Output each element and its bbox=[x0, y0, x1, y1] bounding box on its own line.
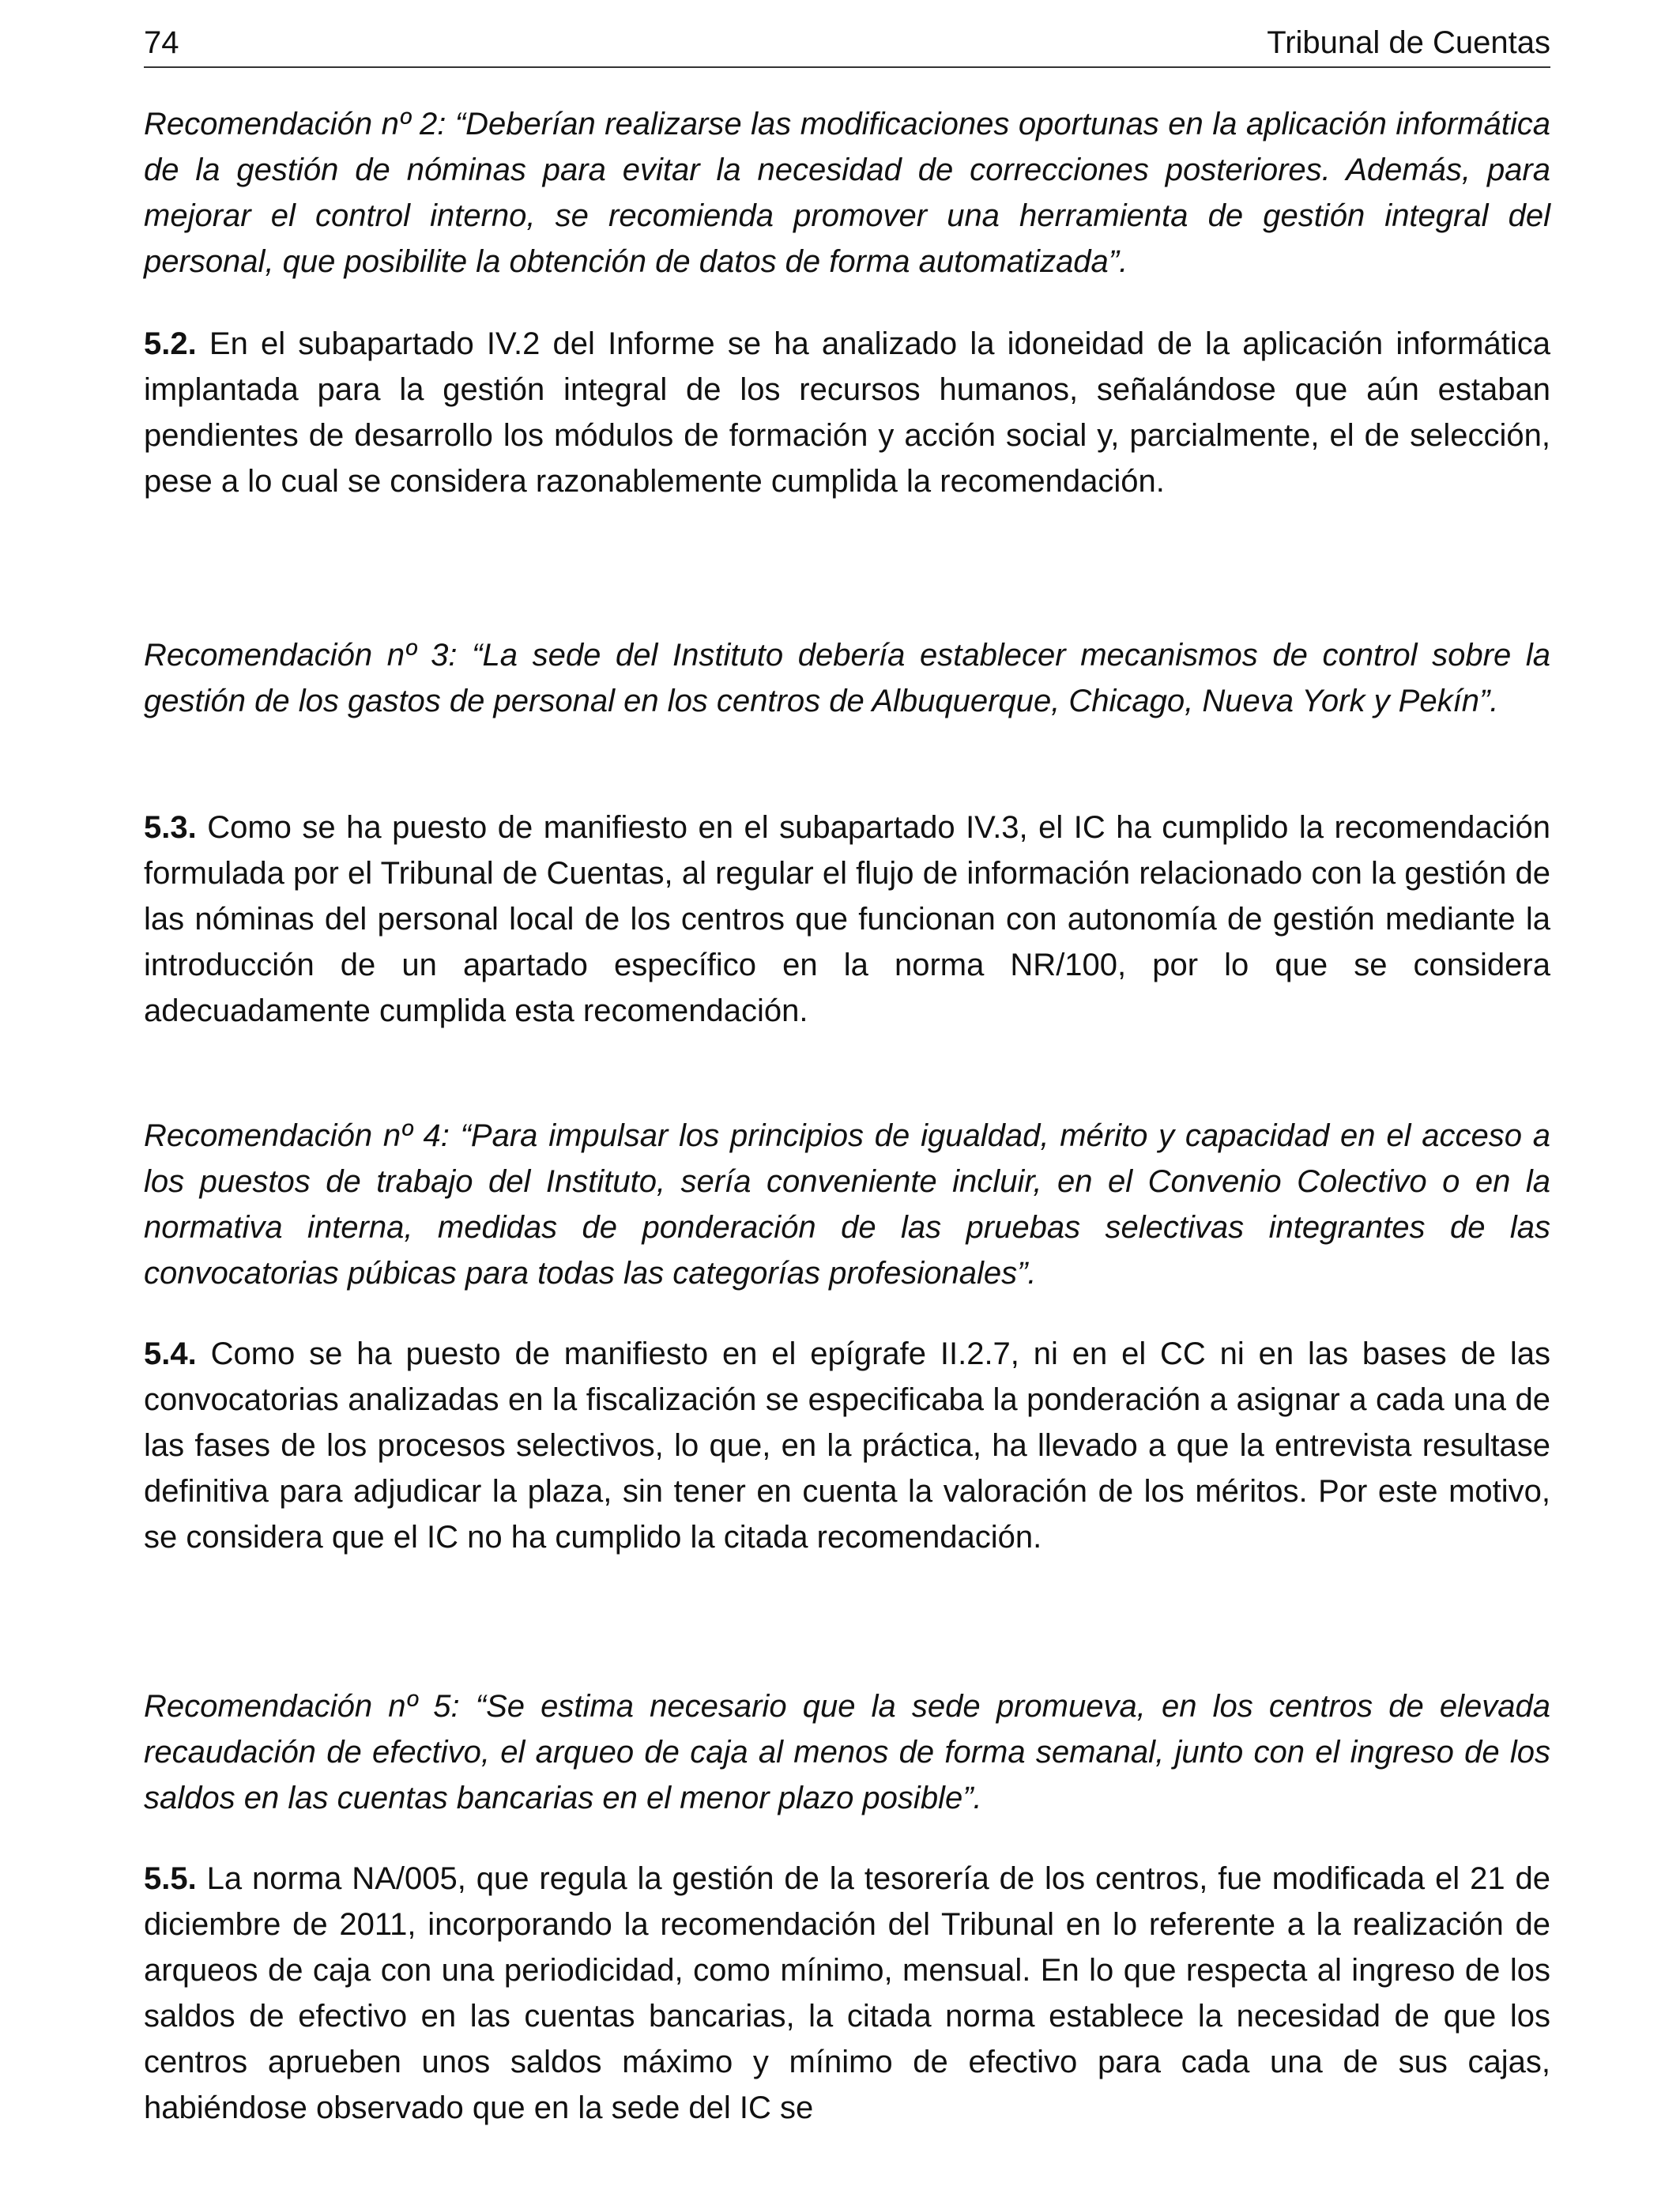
paragraph-text: Como se ha puesto de manifiesto en el subapartado IV.3, el IC ha cumplido la recomendación formulada por el Tribunal de Cuentas, al regular el flujo de información relacionado con la gestión de las nóminas del personal local de los centros que funcionan con autonomía de gestión mediante la introducción de un apartado específico en la norma NR/100, por lo que se considera adecuadamente cumplida esta recomendación. bbox=[144, 810, 1550, 1028]
paragraph-number: 5.5. bbox=[144, 1861, 197, 1896]
page-header bbox=[144, 22, 1550, 68]
recommendation-3: Recomendación nº 3: “La sede del Instituto debería establecer mecanismos de control sobre la gestión de los gastos de personal en los centros de Albuquerque, Chicago, Nueva York y Pekín”. bbox=[144, 638, 1550, 718]
paragraph-number: 5.4. bbox=[144, 1336, 197, 1371]
recommendation-2: Recomendación nº 2: “Deberían realizarse las modificaciones oportunas en la aplicación informática de la gestión de nóminas para evitar la necesidad de correcciones posteriores. Además, para mejorar el control interno, se recomienda promover una herramienta de gestión integral del personal, que posibilite la obtención de datos de forma automatizada”. bbox=[144, 107, 1550, 279]
paragraph-5-2 bbox=[144, 321, 1550, 504]
paragraph-text: Como se ha puesto de manifiesto en el epígrafe II.2.7, ni en el CC ni en las bases de las convocatorias analizadas en la fiscalización se especificaba la ponderación a asignar a cada una de las fases de los procesos selectivos, lo que, en la práctica, ha llevado a que la entrevista resultase definitiva para adjudicar la plaza, sin tener en cuenta la valoración de los méritos. Por este motivo, se considera que el IC no ha cumplido la citada recomendación. bbox=[144, 1336, 1550, 1555]
recommendation-5: Recomendación nº 5: “Se estima necesario que la sede promueva, en los centros de elevada recaudación de efectivo, el arqueo de caja al menos de forma semanal, junto con el ingreso de los saldos en las cuentas bancarias en el menor plazo posible”. bbox=[144, 1689, 1550, 1815]
paragraph-5-5 bbox=[144, 1856, 1550, 2131]
paragraph-5-3 bbox=[144, 805, 1550, 1034]
paragraph-number: 5.3. bbox=[144, 810, 197, 845]
page-number: 74 bbox=[144, 25, 179, 60]
recommendation-4: Recomendación nº 4: “Para impulsar los principios de igualdad, mérito y capacidad en el acceso a los puestos de trabajo del Instituto, sería conveniente incluir, en el Convenio Colectivo o en la normativa interna, medidas de ponderación de las pruebas selectivas integrantes de las convocatorias púbicas para todas las categorías profesionales”. bbox=[144, 1118, 1550, 1291]
paragraph-text: La norma NA/005, que regula la gestión de la tesorería de los centros, fue modificada el 21 de diciembre de 2011, incorporando la recomendación del Tribunal en lo referente a la realización de arqueos de caja con una periodicidad, como mínimo, mensual. En lo que respecta al ingreso de los saldos de efectivo en las cuentas bancarias, la citada norma establece la necesidad de que los centros aprueben unos saldos máximo y mínimo de efectivo para cada una de sus cajas, habiéndose observado que en la sede del IC se bbox=[144, 1861, 1550, 2125]
paragraph-text: En el subapartado IV.2 del Informe se ha analizado la idoneidad de la aplicación informática implantada para la gestión integral de los recursos humanos, señalándose que aún estaban pendientes de desarrollo los módulos de formación y acción social y, parcialmente, el de selección, pese a lo cual se considera razonablemente cumplida la recomendación. bbox=[144, 326, 1550, 499]
paragraph-5-4 bbox=[144, 1331, 1550, 1560]
paragraph-number: 5.2. bbox=[144, 326, 197, 361]
header-organization: Tribunal de Cuentas bbox=[1267, 25, 1550, 60]
